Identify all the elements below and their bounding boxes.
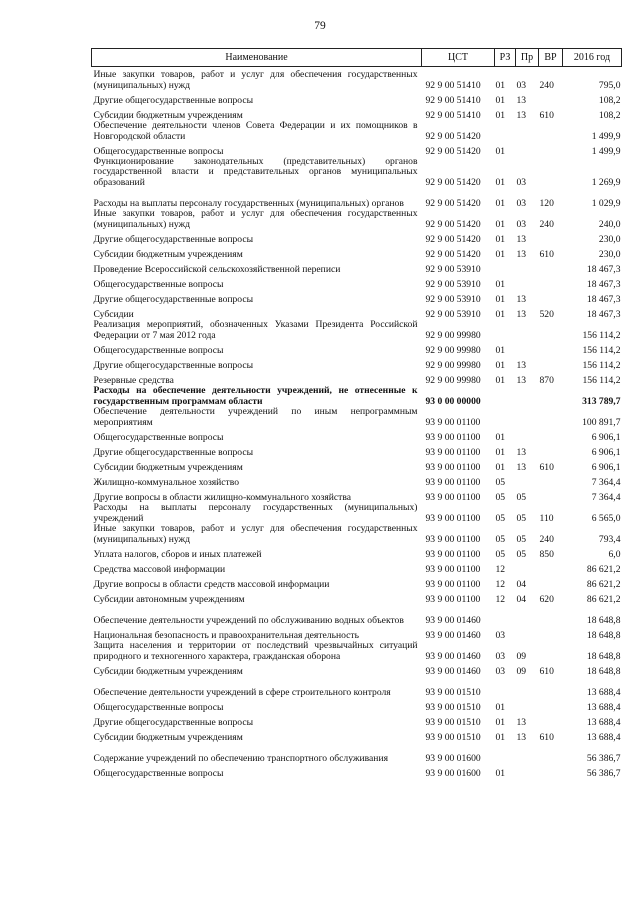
- row-name: Функционирование законодательных (представительных) органов государственной власти и представительных органов муниципальных образований: [93, 156, 418, 188]
- row-vr: [539, 488, 563, 503]
- row-vr: [539, 713, 563, 728]
- row-amount: 156 114,2: [582, 359, 621, 371]
- row-name: Национальная безопасность и правоохранительная деятельность: [93, 629, 359, 641]
- table-row: [92, 290, 622, 305]
- row-rz: 12: [495, 593, 506, 605]
- row-rz: [495, 605, 516, 626]
- row-amount: 18 648,8: [586, 650, 621, 662]
- row-amount: 156 114,2: [582, 374, 621, 386]
- table-row: [92, 209, 622, 230]
- row-amount: 13 688,4: [586, 731, 621, 743]
- row-pr: [516, 407, 539, 428]
- row-cst: 93 9 00 01100: [425, 431, 481, 443]
- row-name: Другие общегосударственные вопросы: [93, 293, 254, 305]
- row-rz: 05: [495, 533, 506, 545]
- row-rz: 01: [495, 197, 506, 209]
- row-rz: 12: [495, 563, 506, 575]
- row-rz: 01: [495, 716, 506, 728]
- row-cst: 93 9 00 01100: [425, 533, 481, 545]
- row-rz: 01: [495, 109, 506, 121]
- row-name: Другие общегосударственные вопросы: [93, 716, 254, 728]
- row-name: Другие вопросы в области жилищно-коммунального хозяйства: [93, 491, 352, 503]
- row-amount: 7 364,4: [591, 476, 621, 488]
- row-vr: [539, 626, 563, 641]
- row-amount: 6 906,1: [591, 431, 621, 443]
- row-pr: 13: [516, 374, 527, 386]
- row-vr: [539, 320, 563, 341]
- row-vr: [539, 560, 563, 575]
- row-pr: 03: [516, 176, 527, 188]
- row-vr: [539, 142, 563, 157]
- row-vr: [539, 290, 563, 305]
- header-cst: ЦСТ: [422, 49, 495, 67]
- row-name: Общегосударственные вопросы: [93, 344, 224, 356]
- row-cst: 93 9 00 01100: [425, 548, 481, 560]
- row-rz: [495, 260, 516, 275]
- row-pr: 03: [516, 79, 527, 91]
- row-name: Другие общегосударственные вопросы: [93, 233, 254, 245]
- row-rz: 01: [495, 767, 506, 779]
- row-pr: 13: [516, 461, 527, 473]
- table-row: [92, 386, 622, 407]
- row-pr: [516, 743, 539, 764]
- row-vr: [539, 356, 563, 371]
- row-cst: 93 9 00 01100: [425, 461, 481, 473]
- table-row: [92, 275, 622, 290]
- row-pr: 13: [516, 308, 527, 320]
- table-row: [92, 503, 622, 524]
- row-amount: 18 467,3: [586, 278, 621, 290]
- row-name: Субсидии бюджетным учреждениям: [93, 731, 243, 743]
- table-row: [92, 743, 622, 764]
- row-pr: [516, 698, 539, 713]
- row-cst: 92 9 00 99980: [425, 359, 481, 371]
- row-amount: 18 648,8: [586, 629, 621, 641]
- table-row: [92, 728, 622, 743]
- row-cst: 93 9 00 01600: [425, 767, 481, 779]
- row-cst: 93 9 00 01600: [425, 752, 481, 764]
- row-rz: 01: [495, 374, 506, 386]
- row-rz: 01: [495, 233, 506, 245]
- table-row: [92, 305, 622, 320]
- row-amount: 7 364,4: [591, 491, 621, 503]
- row-vr: [539, 698, 563, 713]
- row-name: Общегосударственные вопросы: [93, 145, 224, 157]
- row-name: Субсидии бюджетным учреждениям: [93, 665, 243, 677]
- row-cst: 92 9 00 51410: [425, 79, 481, 91]
- table-row: [92, 698, 622, 713]
- row-amount: 86 621,2: [586, 563, 621, 575]
- row-vr: [539, 473, 563, 488]
- row-cst: 92 9 00 51420: [425, 145, 481, 157]
- table-row: [92, 371, 622, 386]
- row-pr: 05: [516, 533, 527, 545]
- table-row: [92, 121, 622, 142]
- row-vr: 610: [539, 665, 554, 677]
- row-vr: [539, 275, 563, 290]
- row-vr: 620: [539, 593, 554, 605]
- row-amount: 18 467,3: [586, 293, 621, 305]
- row-cst: 92 9 00 99980: [425, 374, 481, 386]
- table-body: [92, 67, 622, 780]
- row-pr: [516, 428, 539, 443]
- row-pr: 05: [516, 548, 527, 560]
- row-pr: 13: [516, 731, 527, 743]
- row-amount: 13 688,4: [586, 701, 621, 713]
- row-name: Защита населения и территории от последствий чрезвычайных ситуаций природного и техногенного характера, гражданская оборона: [93, 640, 418, 662]
- table-row: [92, 662, 622, 677]
- header-name: Наименование: [92, 49, 422, 67]
- row-vr: [539, 157, 563, 188]
- row-amount: 108,2: [598, 109, 621, 121]
- row-amount: 18 467,3: [586, 263, 621, 275]
- row-vr: 240: [539, 218, 554, 230]
- row-rz: 01: [495, 293, 506, 305]
- row-amount: 1 269,9: [591, 176, 621, 188]
- row-vr: [539, 341, 563, 356]
- row-cst: 92 9 00 99980: [425, 344, 481, 356]
- row-pr: [516, 386, 539, 407]
- table-row: [92, 428, 622, 443]
- row-amount: 18 467,3: [586, 308, 621, 320]
- row-rz: 01: [495, 218, 506, 230]
- row-vr: [539, 407, 563, 428]
- table-row: [92, 458, 622, 473]
- table-row: [92, 626, 622, 641]
- table-row: [92, 341, 622, 356]
- table-row: [92, 320, 622, 341]
- row-pr: [516, 320, 539, 341]
- table-row: [92, 545, 622, 560]
- row-pr: [516, 121, 539, 142]
- row-rz: 03: [495, 629, 506, 641]
- row-amount: 240,0: [598, 218, 621, 230]
- row-cst: 92 9 00 51420: [425, 176, 481, 188]
- row-amount: 6 565,0: [591, 512, 621, 524]
- header-vr: ВР: [539, 49, 563, 67]
- row-name: Субсидии автономным учреждениям: [93, 593, 245, 605]
- row-rz: [495, 121, 516, 142]
- row-name: Средства массовой информации: [93, 563, 226, 575]
- row-rz: [495, 407, 516, 428]
- row-name: Другие общегосударственные вопросы: [93, 94, 254, 106]
- row-cst: 93 9 00 01100: [425, 512, 481, 524]
- table-header-row: [92, 49, 622, 67]
- row-vr: [539, 575, 563, 590]
- row-cst: 93 9 00 01460: [425, 650, 481, 662]
- table-row: [92, 142, 622, 157]
- row-rz: 01: [495, 431, 506, 443]
- row-pr: 05: [516, 491, 527, 503]
- budget-table: [91, 48, 622, 779]
- row-vr: [539, 428, 563, 443]
- row-name: Обеспечение деятельности учреждений в сфере строительного контроля: [93, 686, 391, 698]
- row-name: Другие общегосударственные вопросы: [93, 359, 254, 371]
- row-rz: [495, 320, 516, 341]
- table-row: [92, 713, 622, 728]
- row-cst: 92 9 00 99980: [425, 329, 481, 341]
- row-rz: 01: [495, 308, 506, 320]
- row-rz: 01: [495, 359, 506, 371]
- row-amount: 156 114,2: [582, 329, 621, 341]
- row-pr: 09: [516, 665, 527, 677]
- row-pr: [516, 275, 539, 290]
- row-pr: [516, 260, 539, 275]
- row-rz: 01: [495, 94, 506, 106]
- row-rz: 05: [495, 548, 506, 560]
- row-pr: 13: [516, 293, 527, 305]
- row-rz: 01: [495, 344, 506, 356]
- row-cst: 92 9 00 51420: [425, 130, 481, 142]
- row-cst: 93 9 00 01100: [425, 416, 481, 428]
- row-cst: 92 9 00 53910: [425, 293, 481, 305]
- table-row: [92, 560, 622, 575]
- row-rz: 01: [495, 446, 506, 458]
- header-pr: Пр: [516, 49, 539, 67]
- row-name: Иные закупки товаров, работ и услуг для обеспечения государственных (муниципальных) нужд: [93, 523, 418, 545]
- row-pr: 04: [516, 593, 527, 605]
- row-rz: 05: [495, 476, 506, 488]
- table-row: [92, 590, 622, 605]
- row-amount: 56 386,7: [586, 767, 621, 779]
- table-row: [92, 677, 622, 698]
- header-rz: РЗ: [495, 49, 516, 67]
- row-amount: 56 386,7: [586, 752, 621, 764]
- row-rz: 01: [495, 278, 506, 290]
- row-cst: 93 9 00 01510: [425, 686, 481, 698]
- row-pr: [516, 473, 539, 488]
- row-pr: 04: [516, 578, 527, 590]
- row-amount: 18 648,8: [586, 665, 621, 677]
- row-rz: 03: [495, 650, 506, 662]
- row-pr: [516, 764, 539, 779]
- row-cst: 92 9 00 51420: [425, 218, 481, 230]
- row-rz: 12: [495, 578, 506, 590]
- table-row: [92, 443, 622, 458]
- row-vr: 610: [539, 109, 554, 121]
- table-row: [92, 575, 622, 590]
- row-amount: 13 688,4: [586, 716, 621, 728]
- row-name: Обеспечение деятельности членов Совета Федерации и их помощников в Новгородской области: [93, 120, 418, 142]
- row-cst: 93 9 00 01510: [425, 716, 481, 728]
- row-rz: 03: [495, 665, 506, 677]
- row-vr: [539, 121, 563, 142]
- row-vr: [539, 641, 563, 662]
- row-rz: 05: [495, 512, 506, 524]
- row-pr: 09: [516, 650, 527, 662]
- row-name: Субсидии бюджетным учреждениям: [93, 461, 243, 473]
- row-cst: 92 9 00 53910: [425, 278, 481, 290]
- row-name: Жилищно-коммунальное хозяйство: [93, 476, 240, 488]
- row-pr: 13: [516, 94, 527, 106]
- row-rz: 05: [495, 491, 506, 503]
- table-row: [92, 157, 622, 188]
- row-name: Иные закупки товаров, работ и услуг для обеспечения государственных (муниципальных) нужд: [93, 69, 418, 91]
- row-rz: 01: [495, 248, 506, 260]
- row-amount: 1 029,9: [591, 197, 621, 209]
- table-row: [92, 106, 622, 121]
- row-vr: 240: [539, 79, 554, 91]
- row-rz: 01: [495, 145, 506, 157]
- row-amount: 156 114,2: [582, 344, 621, 356]
- table-row: [92, 356, 622, 371]
- row-pr: 13: [516, 716, 527, 728]
- row-name: Иные закупки товаров, работ и услуг для обеспечения государственных (муниципальных) нужд: [93, 208, 418, 230]
- row-pr: 13: [516, 446, 527, 458]
- row-amount: 1 499,9: [591, 130, 621, 142]
- row-name: Резервные средства: [93, 374, 174, 386]
- row-cst: 93 9 00 01510: [425, 731, 481, 743]
- row-pr: 13: [516, 248, 527, 260]
- table-row: [92, 230, 622, 245]
- row-amount: 6 906,1: [591, 446, 621, 458]
- row-pr: 03: [516, 218, 527, 230]
- row-cst: 93 9 00 01100: [425, 593, 481, 605]
- row-amount: 18 648,8: [586, 614, 621, 626]
- table-row: [92, 407, 622, 428]
- row-pr: 13: [516, 359, 527, 371]
- row-cst: 93 9 00 01100: [425, 563, 481, 575]
- row-vr: [539, 386, 563, 407]
- row-name: Субсидии бюджетным учреждениям: [93, 109, 243, 121]
- row-cst: 92 9 00 51420: [425, 233, 481, 245]
- row-name: Субсидии: [93, 308, 134, 320]
- row-vr: 610: [539, 248, 554, 260]
- row-name: Другие общегосударственные вопросы: [93, 446, 254, 458]
- row-amount: 6,0: [608, 548, 621, 560]
- table-row: [92, 641, 622, 662]
- row-pr: [516, 677, 539, 698]
- row-pr: 13: [516, 109, 527, 121]
- row-name: Обеспечение деятельности учреждений по иным непрограммным мероприятиям: [93, 406, 418, 428]
- table-row: [92, 188, 622, 209]
- row-cst: 92 9 00 51420: [425, 248, 481, 260]
- row-rz: 01: [495, 461, 506, 473]
- row-name: Другие вопросы в области средств массовой информации: [93, 578, 330, 590]
- row-vr: [539, 605, 563, 626]
- row-name: Содержание учреждений по обеспечению транспортного обслуживания: [93, 752, 388, 764]
- table-row: [92, 605, 622, 626]
- row-amount: 230,0: [598, 233, 621, 245]
- row-cst: 92 9 00 51420: [425, 197, 481, 209]
- row-pr: [516, 560, 539, 575]
- row-cst: 93 9 00 01100: [425, 476, 481, 488]
- row-cst: 92 9 00 51410: [425, 109, 481, 121]
- row-vr: 870: [539, 374, 554, 386]
- row-vr: [539, 443, 563, 458]
- row-cst: 93 9 00 01100: [425, 446, 481, 458]
- row-name: Обеспечение деятельности учреждений по обслуживанию водных объектов: [93, 614, 404, 626]
- row-vr: 520: [539, 308, 554, 320]
- page-number: 79: [314, 20, 326, 32]
- row-cst: 93 9 00 01100: [425, 578, 481, 590]
- row-rz: [495, 677, 516, 698]
- table-row: [92, 473, 622, 488]
- row-cst: 92 9 00 53910: [425, 308, 481, 320]
- row-vr: 610: [539, 461, 554, 473]
- table-row: [92, 524, 622, 545]
- row-name: Расходы на обеспечение деятельности учреждений, не отнесенные к государственным программам области: [93, 385, 418, 407]
- row-vr: [539, 260, 563, 275]
- row-rz: 01: [495, 731, 506, 743]
- row-cst: 93 9 00 01100: [425, 491, 481, 503]
- row-amount: 793,4: [598, 533, 621, 545]
- row-vr: [539, 764, 563, 779]
- row-vr: 120: [539, 197, 554, 209]
- row-name: Общегосударственные вопросы: [93, 701, 224, 713]
- row-pr: 05: [516, 512, 527, 524]
- row-amount: 230,0: [598, 248, 621, 260]
- row-rz: 01: [495, 79, 506, 91]
- row-pr: [516, 626, 539, 641]
- row-name: Общегосударственные вопросы: [93, 278, 224, 290]
- table-row: [92, 260, 622, 275]
- row-vr: [539, 677, 563, 698]
- row-name: Общегосударственные вопросы: [93, 767, 224, 779]
- row-name: Уплата налогов, сборов и иных платежей: [93, 548, 262, 560]
- row-pr: [516, 142, 539, 157]
- table-row: [92, 67, 622, 92]
- row-amount: 86 621,2: [586, 578, 621, 590]
- row-name: Проведение Всероссийской сельскохозяйственной переписи: [93, 263, 341, 275]
- row-cst: 92 9 00 51410: [425, 94, 481, 106]
- row-rz: 01: [495, 701, 506, 713]
- row-amount: 108,2: [598, 94, 621, 106]
- row-vr: [539, 91, 563, 106]
- table-row: [92, 764, 622, 779]
- row-cst: 92 9 00 53910: [425, 263, 481, 275]
- row-name: Субсидии бюджетным учреждениям: [93, 248, 243, 260]
- row-amount: 6 906,1: [591, 461, 621, 473]
- row-vr: 240: [539, 533, 554, 545]
- row-pr: 13: [516, 233, 527, 245]
- row-vr: 850: [539, 548, 554, 560]
- row-pr: 03: [516, 197, 527, 209]
- row-amount: 86 621,2: [586, 593, 621, 605]
- row-amount: 795,0: [598, 79, 621, 91]
- table-row: [92, 245, 622, 260]
- row-cst: 93 0 00 00000: [425, 395, 481, 407]
- row-rz: [495, 386, 516, 407]
- row-amount: 100 891,7: [582, 416, 621, 428]
- row-rz: [495, 743, 516, 764]
- row-rz: 01: [495, 176, 506, 188]
- row-name: Общегосударственные вопросы: [93, 431, 224, 443]
- table-row: [92, 488, 622, 503]
- row-pr: [516, 605, 539, 626]
- table-row: [92, 91, 622, 106]
- row-amount: 13 688,4: [586, 686, 621, 698]
- row-name: Расходы на выплаты персоналу государственных (муниципальных) органов: [93, 197, 404, 209]
- row-cst: 93 9 00 01460: [425, 665, 481, 677]
- row-vr: 610: [539, 731, 554, 743]
- row-name: Реализация мероприятий, обозначенных Указами Президента Российской Федерации от 7 мая 2012 года: [93, 319, 418, 341]
- row-amount: 313 789,7: [582, 395, 621, 407]
- row-vr: 110: [539, 512, 554, 524]
- row-amount: 1 499,9: [591, 145, 621, 157]
- row-cst: 93 9 00 01460: [425, 614, 481, 626]
- row-cst: 93 9 00 01510: [425, 701, 481, 713]
- row-name: Расходы на выплаты персоналу государственных (муниципальных) учреждений: [93, 502, 418, 524]
- header-year: 2016 год: [563, 49, 622, 67]
- row-cst: 93 9 00 01460: [425, 629, 481, 641]
- row-vr: [539, 230, 563, 245]
- row-pr: [516, 341, 539, 356]
- row-vr: [539, 743, 563, 764]
